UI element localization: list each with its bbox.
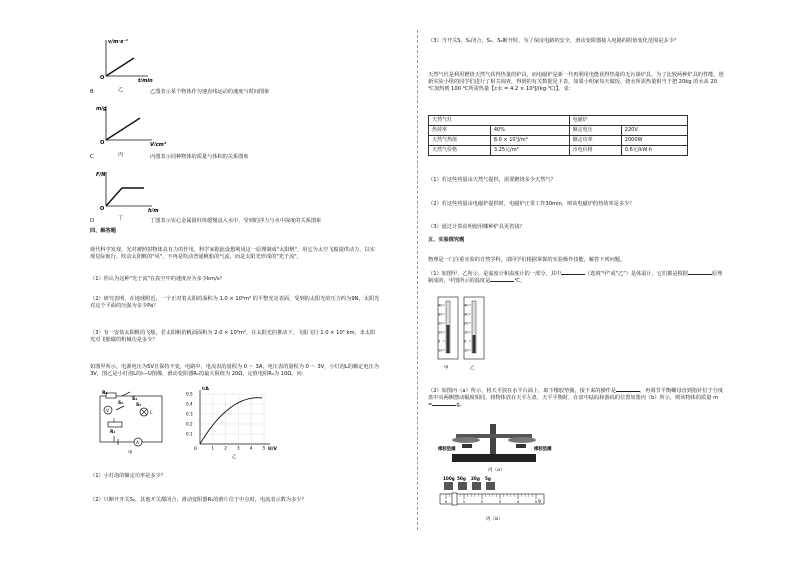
graph-b-origin: O [100,140,105,146]
graph-a-origin: O [100,75,105,81]
velocity-graph-a [98,34,158,82]
weight-block [486,482,495,490]
weights-ruler-figure [438,474,548,530]
graph-c-ylabel: F/N [96,172,106,178]
weight-label: 100g [443,476,455,481]
option-d-text: 丁图表示实心金属圆柱体缓慢浸入水中，受到的浮力与水中深度的关系图象 [150,218,322,224]
option-d-letter: D [90,218,94,224]
table-cell: 额定功率 [569,136,621,146]
table-cell: 40% [490,126,569,136]
label-r2: R₂ [102,391,108,396]
weight-label: 20g [471,476,480,481]
solar-sail-q1: （1）你认为这种"光子流"在真空中的速度应为多少km/s？ [90,276,225,282]
label-r1: R₁ [110,430,116,435]
thermometer-tick-label: 20 [464,321,469,326]
experiment-q1 [428,271,724,285]
table-cell: 3.25元/m³ [490,146,569,156]
circuit-q1: （1）小灯泡的额定功率是多少？ [90,473,166,479]
table-head-gas: 天然气灶 [429,116,570,126]
table-row [429,146,688,156]
gas-stove-intro: 天然气灶是利用燃烧天然气获得热量的炉具，而电磁炉是新一代再利用电能获得热量的无污染炉具，为了比较两种炉具的性能，创新实验小组的同学们进行了相关调查，得到的有关数据见下表，如果小明家每天做饭、烧水所需热量相当于把 20kg 的水从 20 ℃加热到 100 ℃所需热量【c水 = 4.2 × 10³J/(kg·℃)】，求： [428,72,724,93]
iu-x-tick-label: 3 [237,445,240,451]
table-cell: 天然气热值 [429,136,491,146]
option-c-letter: C [90,154,94,160]
buoyancy-depth-graph [96,166,166,212]
answer-blank-1[interactable] [561,274,585,275]
thermometer-tick-label: 10 [464,348,469,353]
gas-q3: （3）通过计算说明使用哪种炉具更省钱？ [428,224,525,230]
graph-a-xlabel: t/min [138,78,153,82]
graph-b-xlabel: V/cm³ [150,142,166,146]
graph-c-origin: O [100,206,105,212]
weight-label: 50g [457,476,466,481]
experiment-q1-part-a: （1）如图甲、乙所示，是温度计和温度计的一部分，其中 [428,271,561,277]
iu-x-tick-label: 1 [211,445,215,451]
experiment-q1-part-b: 原理制成的，甲图所示的温度是 [428,271,723,285]
circuit-q2: （2）只断开开关S₂，其他开关都闭合，滑动变阻器R₁的滑片位于中点时，电流表示数为多少？ [90,497,307,503]
thermometer-tick-label: 10 [464,330,469,335]
table-cell: 8.0 × 10⁷J/m³ [490,136,569,146]
table-cell: 市电价格 [569,146,621,156]
answer-blank-3[interactable] [490,281,514,282]
table-head-induction: 电磁炉 [569,116,687,126]
thermometer-tick-label: 0 [438,339,441,344]
iu-origin: 0 [194,447,197,452]
thermometer-tick-label: 30 [438,312,443,317]
answer-blank-2[interactable] [688,274,712,275]
solar-sail-q3: （3）有一安装太阳帆的飞船，若太阳帆的帆面面积为 2.0 × 10⁵m²，在太阳光的推动下，飞船飞行 1.0 × 10⁵ km，求太阳光对飞船做的机械功是多少？ [90,330,376,344]
ruler-tick-label: 3 [498,499,502,504]
table-row [429,136,688,146]
iu-y-tick-label: 0.2 [186,421,193,427]
circuit-q3: （3）当开关S、S₁闭合，S₂、S₃断开时，为了保证电路的安全，滑动变阻器接入电路的阻值变化范围是多少？ [428,38,679,44]
thermometer-tick-label: 0 [464,339,467,344]
iu-y-tick-label: 0.3 [186,411,193,417]
table-cell: 额定电压 [569,126,621,136]
iu-graph [184,384,284,460]
iu-y-tick-label: 0.4 [186,401,193,407]
weight-block [444,482,453,490]
table-row [429,116,688,126]
iu-fig-label: 乙 [232,455,237,460]
solar-sail-intro: 现代科学发现，光对被照射物体具有力的作用，科学家据此设想利用这一原理制成"太阳帆"，用它为太空飞船提供动力，以实现星际航行。吹动太阳帆的"风"，不再是吹动普通帆船的气流，而是太阳光形成的"光子流"。 [90,247,375,261]
graph-c-xlabel: h/m [148,208,159,212]
table-row [429,126,688,136]
ruler-tick-label: 4 [516,499,520,504]
table-cell: 0.6元/kW·h [621,146,687,156]
experiment-q1-hint: （选填"甲"或"乙"）是体温计，它们都是根据 [585,271,688,277]
ruler-tick-label: 0 [444,499,448,504]
option-c-name: 丙 [118,152,124,158]
iu-x-tick-label: 4 [249,445,253,451]
balance-figure [436,418,556,474]
thermometer-tick-label: 40 [438,303,443,308]
left-column [88,0,410,562]
experiment-intro: 物理是一门注重实验的自然学科，请同学们根据掌握的实验操作技能，解答下列问题。 [428,257,626,263]
iu-x-tick-label: 5 [262,445,266,451]
iu-x-tick-label: 2 [224,445,227,451]
label-v: V [106,409,110,414]
right-column [428,0,728,562]
thermometer-tick-label: 30 [464,312,469,317]
column-divider [417,30,418,530]
circuit-fig-label: 甲 [128,451,133,456]
thermometer-tick-label: 40 [464,303,469,308]
experiment-q2-part-a: （2）如图丙（a）所示，将天平放在水平台面上，取下橡胶垫圈，接下来的操作是 [428,388,617,394]
iu-ylabel: I/A [202,387,209,392]
weight-block [458,482,467,490]
label-l: L [150,411,153,416]
option-c-text: 丙图表示同种物体的质量与体积的关系图象 [150,154,249,160]
gas-q2: （2）若这些热量由电磁炉提供时，电磁炉正常工作30min，则该电磁炉的热效率是多少？ [428,201,635,207]
rubber-ring-right: 橡胶垫圈 [534,447,552,452]
iu-xlabel: U/V [268,447,277,452]
weight-block [472,482,481,490]
weight-label: 5g [485,476,491,481]
label-s1: S₁ [132,397,138,402]
section-4-heading: 四、解答题 [90,228,116,234]
thermometer-tick-label: 10 [438,330,443,335]
label-s3: S₃ [136,403,142,408]
table-cell: 2000W [621,136,687,146]
experiment-q1-unit: ℃。 [514,278,526,285]
thermometer-tick-label: 10 [438,348,443,353]
thermometer-label-a: 甲 [444,366,449,371]
circuit-problem-intro: 如图甲所示，电源电压为5V且保持不变，电路中，电流表的量程为 0 ～ 3A，电压表的量程为 0 ～ 3V，小灯泡L的额定电压为3V，图乙是小灯泡L的I—U图像，滑动变阻器R₁的最大阻值为 20Ω，定值电阻R₂为 10Ω，问： [90,364,379,378]
option-b-name: 乙 [118,87,124,93]
option-b-letter: B [90,89,94,95]
mass-volume-graph [96,100,166,146]
answer-blank-5[interactable] [432,405,456,406]
figure-c-b-label: 丙（b） [486,517,503,522]
thermometer-label-b: 乙 [470,366,475,371]
table-cell: 220V [621,126,687,136]
experiment-q2-unit: g。 [456,402,465,409]
option-b-text: 乙图表示某个物体作匀速直线运动的速度与时间图象 [150,89,270,95]
graph-a-ylabel: v/m·s⁻¹ [108,39,128,45]
experiment-q2-part-b: ，再调节平衡螺母直到指针位于分度盘中央两侧摆动幅度相同，将物体放在天平左盘，天平平衡时，在盘中砝码和游码的位置如图丙（b）所示，则该物体的质量 m = [428,388,724,409]
table-cell: 天然气价格 [429,146,491,156]
graph-b-ylabel: m/g [96,106,107,112]
circuit-diagram [94,390,174,456]
thermometer-figures [436,295,492,373]
ruler-unit: g [538,499,541,504]
solar-sail-q2: （2）研究表明，在地球附近，一个正对着太阳的面积为 1.0 × 10⁶m² 的平整光亮表面，受到的太阳光的压力约为9N，太阳光对这个平面的压强为多少Pa？ [90,296,380,310]
ruler-tick-label: 1 [462,499,466,504]
option-d-name: 丁 [118,215,124,221]
iu-y-tick-label: 0.1 [186,431,193,437]
figure-c-a-label: 丙（a） [488,468,505,473]
ruler-tick-label: 5 [534,499,538,504]
label-s2: S₂ [118,401,124,406]
gas-q1: （1）若这些热量由天然气提供，需要燃烧多少天然气？ [428,177,556,183]
answer-blank-4[interactable] [616,391,640,392]
ruler-tick-label: 2 [480,499,484,504]
rubber-ring-left: 橡胶垫圈 [438,447,456,452]
section-5-heading: 五、实验探究题 [428,237,465,243]
label-a: A [136,441,140,446]
iu-y-tick-label: 0.5 [186,391,193,397]
thermometer-tick-label: 20 [438,321,443,326]
experiment-q2 [428,388,724,409]
table-cell: 热效率 [429,126,491,136]
stove-comparison-table [428,115,688,156]
